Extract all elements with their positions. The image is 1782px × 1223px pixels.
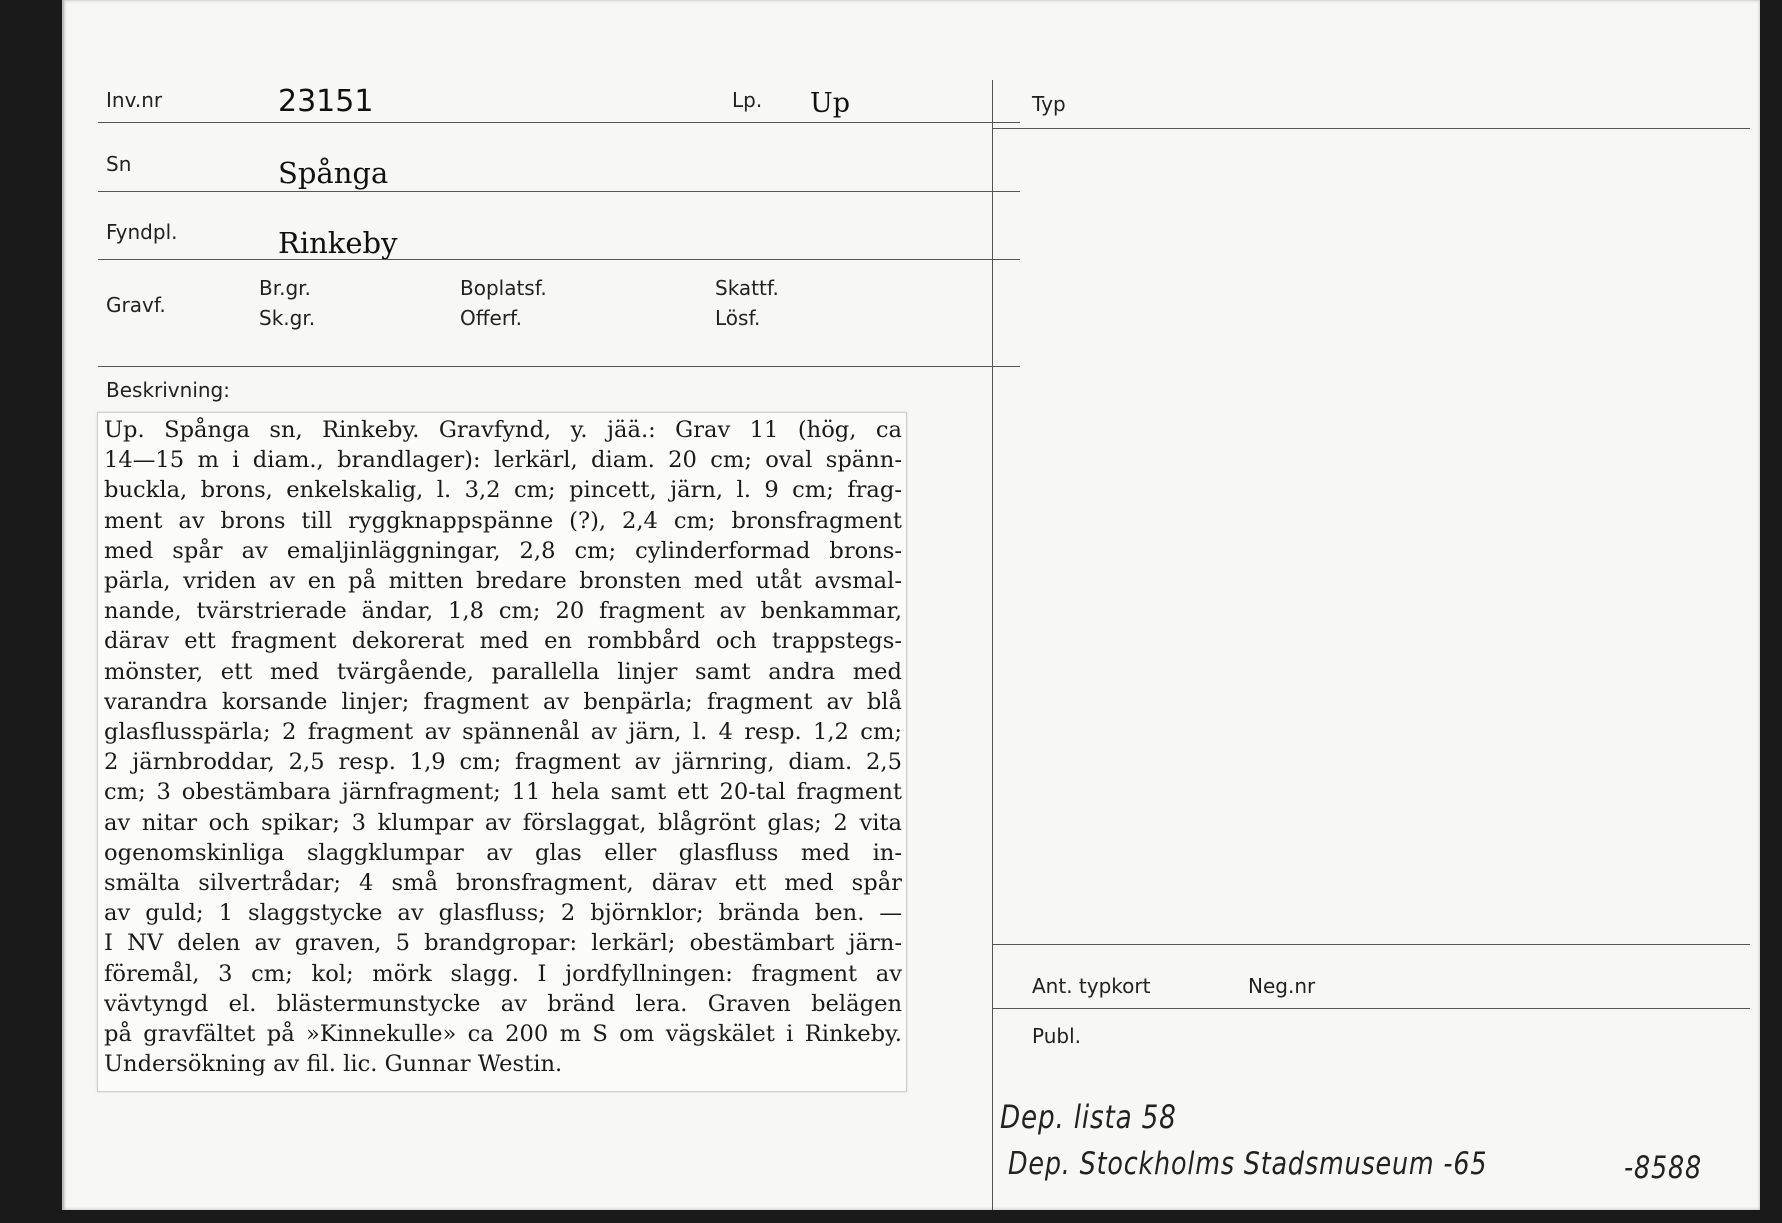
fyndpl-value: Rinkeby bbox=[278, 226, 398, 260]
offerf-label: Offerf. bbox=[460, 306, 522, 330]
catalog-card bbox=[62, 0, 1760, 1210]
description-line: varandra korsande linjer; fragment av benpärla; fragment av blå bbox=[104, 688, 902, 715]
gravf-row-line bbox=[98, 366, 1020, 367]
inv-row-line bbox=[98, 122, 1020, 123]
typkort-top-line bbox=[992, 944, 1750, 945]
description-line: på gravfältet på »Kinnekulle» ca 200 m S om vägskälet i Rinkeby. bbox=[104, 1021, 902, 1048]
skattf-label: Skattf. bbox=[715, 276, 779, 300]
description-line: mönster, ett med tvärgående, parallella linjer samt andra med bbox=[104, 658, 902, 685]
lp-value: Up bbox=[810, 88, 851, 119]
negnr-label: Neg.nr bbox=[1248, 974, 1316, 998]
description-clipping bbox=[97, 412, 907, 1092]
description-line: cm; 3 obestämbara järnfragment; 11 hela samt ett 20-tal fragment bbox=[104, 779, 902, 806]
description-line: nande, tvärstrierade ändar, 1,8 cm; 20 fragment av benkammar, bbox=[104, 598, 902, 625]
typ-label: Typ bbox=[1032, 92, 1066, 116]
boplatsf-label: Boplatsf. bbox=[460, 276, 547, 300]
description-line: vävtyngd el. blästermunstycke av bränd lera. Graven belägen bbox=[104, 990, 902, 1017]
inv-value: 23151 bbox=[278, 84, 374, 119]
description-line: buckla, brons, enkelskalig, l. 3,2 cm; pincett, järn, l. 9 cm; frag- bbox=[104, 477, 902, 504]
publ-label: Publ. bbox=[1032, 1024, 1081, 1048]
brgr-label: Br.gr. bbox=[259, 276, 311, 300]
description-line: 2 järnbroddar, 2,5 resp. 1,9 cm; fragment av järnring, diam. 2,5 bbox=[104, 749, 902, 776]
sn-value: Spånga bbox=[278, 156, 389, 190]
description-line: Up. Spånga sn, Rinkeby. Gravfynd, y. jää.: Grav 11 (hög, ca bbox=[104, 417, 902, 443]
skgr-label: Sk.gr. bbox=[259, 306, 316, 330]
handwritten-number: -8588 bbox=[1624, 1150, 1702, 1186]
inv-label: Inv.nr bbox=[106, 88, 163, 112]
description-line: Undersökning av fil. lic. Gunnar Westin. bbox=[104, 1051, 563, 1078]
losf-label: Lösf. bbox=[715, 306, 761, 330]
description-line: med spår av emaljinläggningar, 2,8 cm; cylinderformad brons- bbox=[104, 537, 902, 564]
description-line: ment av brons till ryggknappspänne (?), 2,4 cm; bronsfragment bbox=[104, 507, 902, 534]
description-line: föremål, 3 cm; kol; mörk slagg. I jordfyllningen: fragment av bbox=[104, 960, 902, 987]
description-line: smälta silvertrådar; 4 små bronsfragment, därav ett med spår bbox=[104, 870, 902, 897]
handwritten-note-2: Dep. Stockholms Stadsmuseum -65 bbox=[1008, 1146, 1488, 1182]
lp-label: Lp. bbox=[732, 88, 763, 112]
description-line: därav ett fragment dekorerat med en rombbård och trappstegs- bbox=[104, 628, 902, 655]
publ-top-line bbox=[992, 1008, 1750, 1009]
ant-typkort-label: Ant. typkort bbox=[1032, 974, 1151, 998]
description-line: ogenomskinliga slaggklumpar av glas eller glasfluss med in- bbox=[104, 839, 902, 866]
description-line: glasflusspärla; 2 fragment av spännenål av järn, l. 4 resp. 1,2 cm; bbox=[104, 719, 902, 746]
description-line: av nitar och spikar; 3 klumpar av förslaggat, blågrönt glas; 2 vita bbox=[104, 809, 902, 836]
sn-label: Sn bbox=[106, 152, 132, 176]
description-text bbox=[104, 415, 902, 1079]
description-line: av guld; 1 slaggstycke av glasfluss; 2 björnklor; brända ben. — bbox=[104, 900, 902, 927]
typ-row-line bbox=[992, 128, 1750, 129]
column-divider bbox=[992, 80, 993, 1210]
fyndpl-row-line bbox=[98, 259, 1020, 260]
handwritten-note-1: Dep. lista 58 bbox=[1000, 1098, 1177, 1136]
sn-row-line bbox=[98, 191, 1020, 192]
fyndpl-label: Fyndpl. bbox=[106, 220, 178, 244]
gravf-label: Gravf. bbox=[106, 293, 166, 317]
description-line: 14—15 m i diam., brandlager): lerkärl, diam. 20 cm; oval spänn- bbox=[104, 447, 902, 474]
beskrivning-label: Beskrivning: bbox=[106, 378, 230, 402]
description-line: I NV delen av graven, 5 brandgropar: lerkärl; obestämbart järn- bbox=[104, 930, 902, 957]
description-line: pärla, vriden av en på mitten bredare bronsten med utåt avsmal- bbox=[104, 568, 902, 595]
